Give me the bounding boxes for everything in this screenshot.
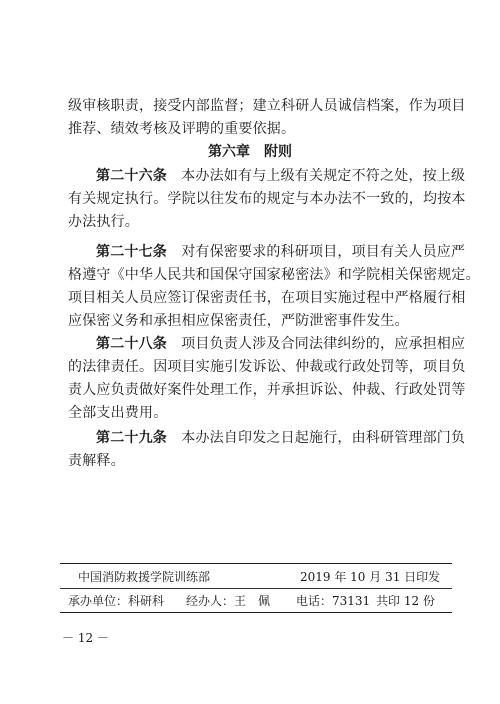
- page-number: － 12 －: [62, 631, 109, 645]
- article-29-line-2: 责解释。: [68, 453, 125, 469]
- article-27-text: 对有保密要求的科研项目，项目有关人员应严: [181, 244, 466, 260]
- article-27-line-2: 格遵守《中华人民共和国保守国家秘密法》和学院相关保密规定。: [68, 267, 480, 283]
- article-29-text: 本办法自印发之日起施行，由科研管理部门负: [181, 430, 466, 446]
- intro-line-1: 级审核职责，接受内部监督；建立科研人员诚信档案，作为项目: [68, 98, 466, 114]
- article-28-first-line: [96, 334, 466, 354]
- article-27-first-line: [96, 242, 466, 262]
- article-26-line-3: 办法执行。: [68, 214, 139, 230]
- footer-middle-rule: [60, 588, 452, 589]
- article-28-label: 第二十八条: [96, 336, 167, 352]
- issuer-label: 中国消防救援学院训练部: [78, 570, 211, 584]
- article-27-line-4: 应保密义务和承担相应保密责任，严防泄密事件发生。: [68, 313, 409, 329]
- phone-number: 电话：73131: [296, 594, 371, 608]
- article-28-text: 项目负责人涉及合同法律纠纷的，应承担相应: [181, 336, 466, 352]
- copies-count: 共印 12 份: [376, 594, 435, 608]
- article-26-first-line: [96, 166, 466, 186]
- article-26-line-2: 有关规定执行。学院以往发布的规定与本办法不一致的，均按本: [68, 191, 466, 207]
- footer-bottom-rule: [60, 612, 452, 613]
- article-26-label: 第二十六条: [96, 168, 167, 184]
- article-29-first-line: [96, 428, 466, 448]
- article-27-label: 第二十七条: [96, 244, 167, 260]
- article-29-label: 第二十九条: [96, 430, 167, 446]
- issue-date: 2019 年 10 月 31 日印发: [300, 570, 441, 584]
- article-27-line-3: 项目相关人员应签订保密责任书，在项目实施过程中严格履行相: [68, 290, 466, 306]
- chapter-heading: 第六章 附则: [208, 144, 292, 160]
- article-28-line-2: 的法律责任。因项目实施引发诉讼、仲裁或行政处罚等，项目负: [68, 359, 466, 375]
- intro-line-2: 推荐、绩效考核及评聘的重要依据。: [68, 121, 296, 137]
- undertaker-unit: 承办单位：科研科: [68, 594, 165, 608]
- article-28-line-3: 责人应负责做好案件处理工作，并承担诉讼、仲裁、行政处罚等: [68, 382, 466, 398]
- handler-name: 经办人：王 佩: [186, 594, 271, 608]
- article-28-line-4: 全部支出费用。: [68, 405, 168, 421]
- article-26-text: 本办法如有与上级有关规定不符之处，按上级: [181, 168, 466, 184]
- footer-top-rule: [60, 563, 452, 564]
